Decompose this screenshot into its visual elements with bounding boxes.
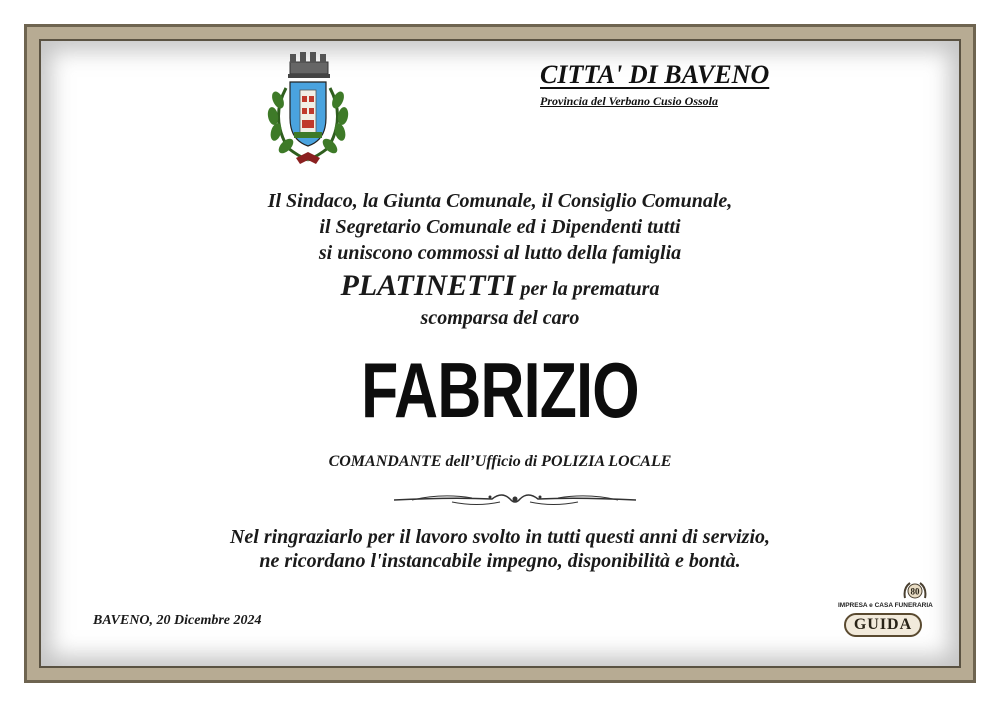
intro-line: il Segretario Comunale ed i Dipendenti tutti (319, 216, 681, 238)
closing-line: Nel ringraziarlo per il lavoro svolto in tutti questi anni di servizio, (229, 526, 771, 548)
logo-name: GUIDA (853, 616, 913, 633)
logo-oval (844, 613, 922, 637)
intro-paragraph (0, 188, 1000, 266)
deceased-name: FABRIZIO (361, 346, 639, 434)
family-name: PLATINETTI (340, 269, 516, 302)
date-line: BAVENO, 20 Dicembre 2024 (93, 613, 262, 628)
family-suffix: per la prematura (515, 278, 660, 300)
closing-paragraph (0, 525, 1000, 573)
scomparsa-line: scomparsa del caro (420, 307, 580, 329)
logo-badge-number: 80 (910, 586, 920, 597)
city-subtitle: Provincia del Verbano Cusio Ossola (540, 94, 719, 108)
city-header (540, 60, 840, 109)
funeral-home-logo (836, 580, 936, 642)
closing-line: ne ricordano l'instancabile impegno, disponibilità e bontà. (259, 550, 741, 572)
laurel-badge-icon (902, 580, 928, 602)
role-line: COMANDANTE dell’Ufficio di POLIZIA LOCALE (328, 453, 672, 470)
coat-of-arms-icon (258, 48, 358, 168)
ornament-icon (392, 485, 638, 515)
logo-tagline: IMPRESA e CASA FUNERARIA (838, 602, 933, 609)
intro-line: si uniscono commossi al lutto della famiglia (318, 242, 682, 264)
intro-line: Il Sindaco, la Giunta Comunale, il Consiglio Comunale, (267, 190, 733, 212)
family-line (0, 269, 1000, 303)
city-title: CITTA' DI BAVENO (540, 60, 770, 89)
